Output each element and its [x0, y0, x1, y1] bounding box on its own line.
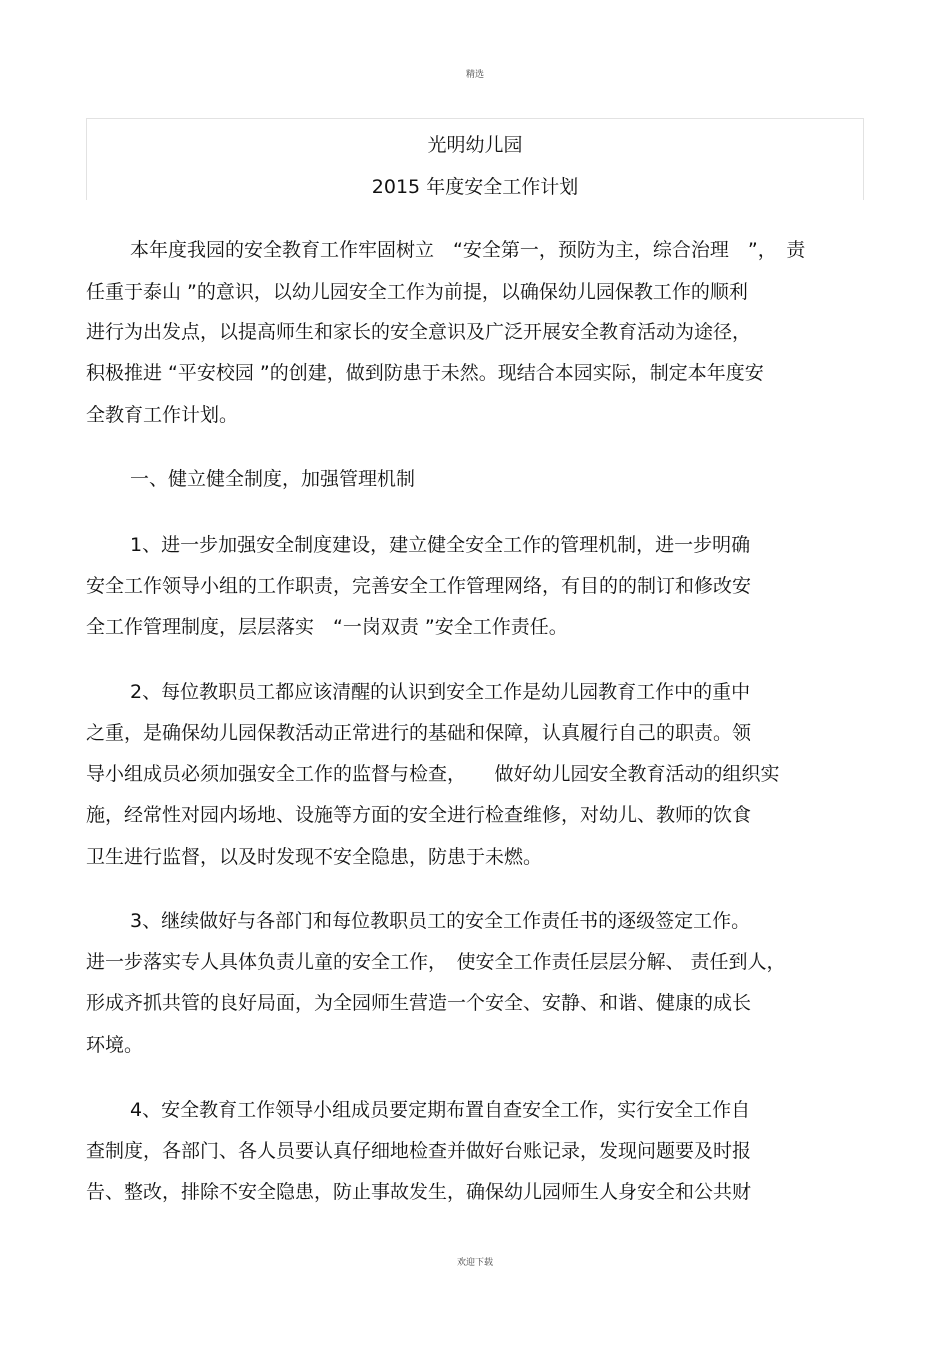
body-line: 施，经常性对园内场地、设施等方面的安全进行检查维修，对幼儿、教师的饮食: [86, 804, 752, 826]
document-title: 光明幼儿园: [427, 134, 523, 156]
body-line: 形成齐抓共管的良好局面，为全园师生营造一个安全、安静、和谐、健康的成长: [86, 992, 752, 1014]
body-line: 任重于泰山 ”的意识，以幼儿园安全工作为前提，以确保幼儿园保教工作的顺利: [86, 281, 748, 303]
body-line: 全教育工作计划。: [86, 404, 239, 426]
body-line: 4、安全教育工作领导小组成员要定期布置自查安全工作，实行安全工作自: [130, 1099, 751, 1121]
body-line: 2、每位教职员工都应该清醒的认识到安全工作是幼儿园教育工作中的重中: [130, 681, 751, 703]
body-line: 本年度我园的安全教育工作牢固树立 “安全第一，预防为主，综合治理 ”， 责: [130, 239, 806, 261]
body-line: 导小组成员必须加强安全工作的监督与检查， 做好幼儿园安全教育活动的组织实: [86, 763, 780, 785]
body-line: 进行为出发点，以提高师生和家长的安全意识及广泛开展安全教育活动为途径，: [86, 321, 752, 343]
body-line: 积极推进 “平安校园 ”的创建，做到防患于未然。现结合本园实际，制定本年度安: [86, 362, 764, 384]
document-subtitle: 2015 年度安全工作计划: [371, 176, 579, 198]
body-line: 进一步落实专人具体负责儿童的安全工作， 使安全工作责任层层分解、 责任到人，: [86, 951, 786, 973]
body-line: 环境。: [86, 1034, 144, 1056]
header-watermark: 精选: [465, 70, 484, 80]
body-line: 安全工作领导小组的工作职责，完善安全工作管理网络，有目的的制订和修改安: [86, 575, 752, 597]
body-line: 3、继续做好与各部门和每位教职员工的安全工作责任书的逐级签定工作。: [130, 910, 751, 932]
body-line: 查制度，各部门、各人员要认真仔细地检查并做好台账记录，发现问题要及时报: [86, 1140, 752, 1162]
body-line: 全工作管理制度，层层落实 “一岗双责 ”安全工作责任。: [86, 616, 568, 638]
footer-watermark: 欢迎下载: [456, 1258, 493, 1268]
body-line: 1、进一步加强安全制度建设，建立健全安全工作的管理机制，进一步明确: [130, 534, 751, 556]
section-heading: 一、健立健全制度，加强管理机制: [130, 468, 416, 490]
body-line: 卫生进行监督，以及时发现不安全隐患，防患于未燃。: [86, 846, 543, 868]
body-line: 之重，是确保幼儿园保教活动正常进行的基础和保障，认真履行自己的职责。领: [86, 722, 752, 744]
body-line: 告、整改，排除不安全隐患，防止事故发生，确保幼儿园师生人身安全和公共财: [86, 1181, 752, 1203]
